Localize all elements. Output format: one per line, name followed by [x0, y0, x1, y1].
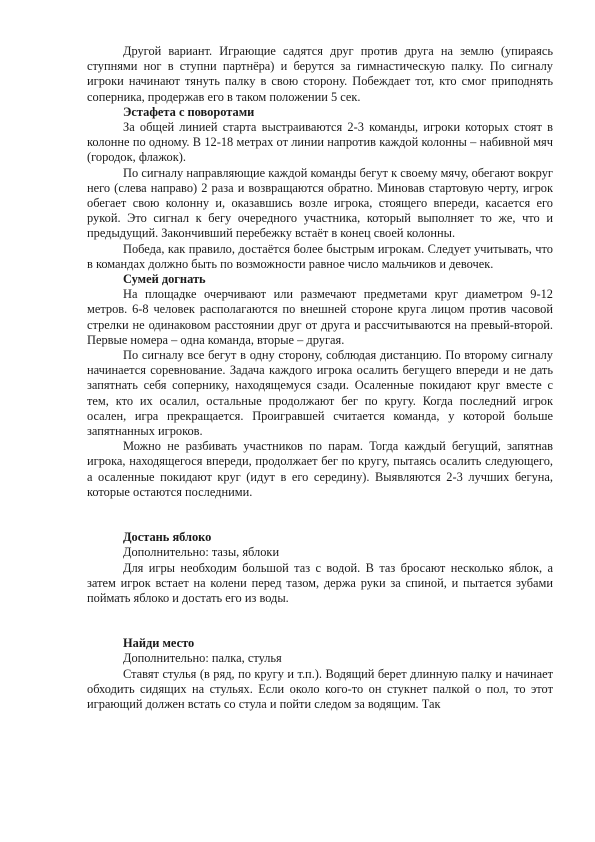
paragraph-catch-up-rules: По сигналу все бегут в одну сторону, соблюдая дистанцию. По второму сигналу начинается соревнование. Задача каждого игрока осалить бегущего впереди и не дать запятнать себя сопернику, находящемуся сзади. Осаленные покидают круг вместе с тем, кто их осалил, остальные продолжают бег по кругу. Когда последний игрок осален, игра прекращается. Проигравшей считается команда, у которой больше запятнанных игроков. [87, 348, 553, 439]
paragraph-catch-up-setup: На площадке очерчивают или размечают предметами круг диаметром 9-12 метров. 6-8 человек располагаются по внешней стороне круга лицом против часовой стрелки не одинаковом расстоянии друг от друга и рассчитываются на превый-второй. Первые номера – одна команда, вторые – другая. [87, 287, 553, 347]
equipment-find-place-game: Дополнительно: палка, стулья [123, 651, 282, 666]
paragraph-relay-setup: За общей линией старта выстраиваются 2-3 команды, игроки которых стоят в колонне по одному. В 12-18 метрах от линии напротив каждой колонны – набивной мяч (городок, флажок). [87, 120, 553, 165]
heading-get-the-apple: Достань яблоко [123, 530, 212, 545]
heading-find-a-place: Найди место [123, 636, 195, 651]
section-spacer [87, 500, 553, 530]
equipment-apple-game: Дополнительно: тазы, яблоки [123, 545, 280, 560]
paragraph-relay-rules: По сигналу направляющие каждой команды бегут к своему мячу, обегают вокруг него (слева направо) 2 раза и возвращаются обратно. Миновав стартовую черту, игрок обегает свою колонну и, оказавшись возле игрока, стоящего впереди, касается его рукой. Это сигнал к бегу очередного участника, который выполняет то же, что и предыдущий. Закончивший перебежку встаёт в конец своей колонны. [87, 165, 553, 241]
paragraph-tug-of-war-variant: Другой вариант. Играющие садятся друг против друга на землю (упираясь ступнями ног в ступни партнёра) и берутся за гимнастическую палку. По сигналу игроки начинают тянуть палку в свою сторону. Побеждает тот, кто смог приподнять соперника, продержав его в таком положении 5 сек. [87, 44, 553, 104]
paragraph-apple-rules: Для игры необходим большой таз с водой. В таз бросают несколько яблок, а затем игрок встает на колени перед тазом, держа руки за спиной, и пытается зубами поймать яблоко и достать его из воды. [87, 560, 553, 605]
section-spacer [87, 606, 553, 636]
paragraph-catch-up-variant: Можно не разбивать участников по парам. Тогда каждый бегущий, запятнав игрока, находящегося впереди, продолжает бег по кругу, пытаясь осалить следующего, а осаленные покидают круг (идут в его середину). Выявляются 2-3 лучших бегуна, которые остаются последними. [87, 439, 553, 499]
heading-relay-with-turns: Эстафета с поворотами [123, 104, 255, 119]
heading-catch-up: Сумей догнать [123, 272, 206, 287]
document-body [87, 44, 553, 712]
paragraph-find-place-rules: Ставят стулья (в ряд, по кругу и т.п.). Водящий берет длинную палку и начинает обходить сидящих на стульях. Если около кого-то он стукнет палкой о пол, то этот играющий должен встать со стула и пойти следом за водящим. Так [87, 666, 553, 711]
paragraph-relay-notes: Победа, как правило, достаётся более быстрым игрокам. Следует учитывать, что в командах должно быть по возможности равное число мальчиков и девочек. [87, 241, 553, 271]
